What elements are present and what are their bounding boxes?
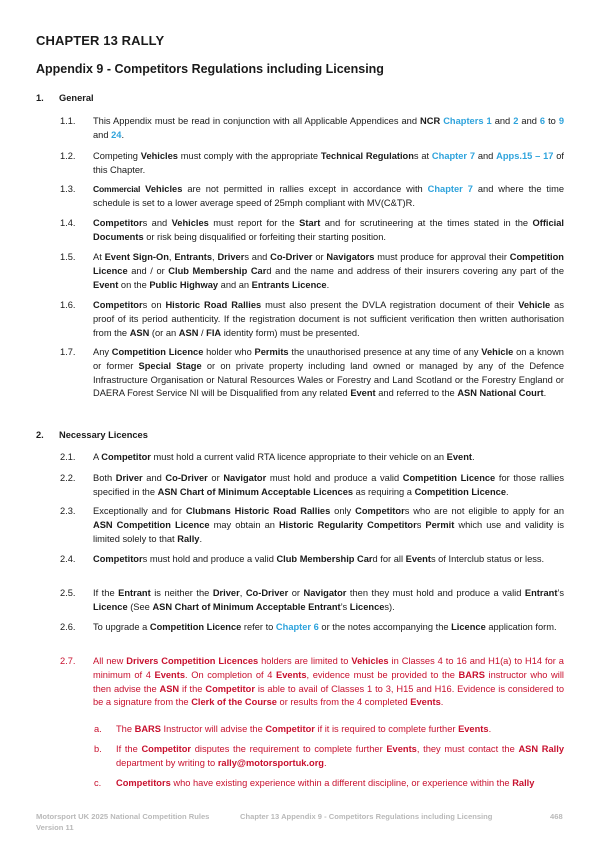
footer-center: Chapter 13 Appendix 9 - Competitors Regulations including Licensing bbox=[240, 812, 493, 821]
section-heading-necessary-licences: 2. Necessary Licences bbox=[36, 430, 148, 440]
link-chapter-2[interactable]: 2 bbox=[513, 116, 519, 126]
clause-1-6: 1.6. Competitors on Historic Road Rallies must also present the DVLA registration document of their Vehicle as proof of its period authenticity. If the registration document is not sufficient verification then written authorisation from the ASN (or an ASN / FIA identity form) must be presented. bbox=[60, 300, 564, 338]
clause-2-3: 2.3. Exceptionally and for Clubmans Historic Road Rallies only Competitors who are not eligible to apply for an ASN Competition Licence may obtain an Historic Regularity Competitors Permit which use and validity is limited solely to that Rally. bbox=[60, 506, 564, 544]
clause-2-4: 2.4. Competitors must hold and produce a valid Club Membership Card for all Events of Interclub status or less. bbox=[60, 554, 545, 564]
clause-2-5: 2.5. If the Entrant is neither the Driver, Co-Driver or Navigator then they must hold and produce a valid Entrant’s Licence (See ASN Chart of Minimum Acceptable Entrant’s Licences). bbox=[60, 588, 564, 612]
clause-1-3: 1.3. Commercial Vehicles are not permitted in rallies except in accordance with Chapter 7 and where the time schedule is set to a lower average speed of 25mph compliant with MV(C&T)R. bbox=[60, 184, 564, 208]
link-chapter-6b[interactable]: Chapter 6 bbox=[275, 622, 319, 632]
clause-1-1: 1.1. This Appendix must be read in conjunction with all Applicable Appendices and NCR Chapters 1 and 2 and 6 to 9 and 24. bbox=[60, 116, 565, 140]
link-chapters-1[interactable]: Chapters 1 bbox=[443, 116, 492, 126]
clause-2-2: 2.2. Both Driver and Co-Driver or Navigator must hold and produce a valid Competition Licence for those rallies specified in the ASN Chart of Minimum Acceptable Licences as requiring a Competition Licence. bbox=[60, 473, 564, 497]
section-heading-general: 1. General bbox=[36, 93, 94, 103]
clause-1-7: 1.7. Any Competition Licence holder who Permits the unauthorised presence at any time of any Vehicle on a known or former Special Stage or on private property including land owned or managed by any of the Defence Infrastructure Organisation or Natural Resources Wales or Forestry and Land Scotland or the Forestry England or DAERA Forest Service NI will be Disqualified from any related Event and referred to the ASN National Court. bbox=[60, 347, 564, 399]
rally-email-link[interactable]: rally@motorsportuk.org bbox=[217, 757, 324, 768]
clause-2-7-c: c. Competitors who have existing experience within a different discipline, or experience within the Rally bbox=[94, 778, 535, 788]
clause-1-4: 1.4. Competitors and Vehicles must report for the Start and for scrutineering at the times stated in the Official Documents or risk being disqualified or forfeiting their starting position. bbox=[60, 218, 565, 242]
link-chapter-7[interactable]: Chapter 7 bbox=[431, 151, 476, 161]
clause-2-7-a: a. The BARS Instructor will advise the Competitor if it is required to complete further Events. bbox=[94, 724, 492, 734]
clause-1-5: 1.5. At Event Sign-On, Entrants, Drivers and Co-Driver or Navigators must produce for approval their Competition Licence and / or Club Membership Card and the name and address of their insurers covering any part of the Event on the Public Highway and an Entrants Licence. bbox=[60, 252, 564, 290]
link-chapter-6[interactable]: 6 bbox=[539, 116, 546, 126]
clause-2-7-b: b. If the Competitor disputes the requirement to complete further Events, they must contact the ASN Rally department by writing to rally@motorsportuk.org. bbox=[94, 744, 565, 768]
footer-left: Motorsport UK 2025 National Competition Rules Version 11 bbox=[36, 812, 210, 832]
clause-2-7: 2.7. All new Drivers Competition Licences holders are limited to Vehicles in Classes 4 to 16 and H1(a) to H14 for a minimum of 4 Events. On completion of 4 Events, evidence must be provided to the BARS instructor who will then advise the ASN if the Competitor is able to avail of Classes 1 to 3, H15 and H16. Evidence is considered to be a signature from the Clerk of the Course or results from the 4 completed Events. bbox=[60, 656, 564, 708]
chapter-title: CHAPTER 13 RALLY bbox=[36, 33, 165, 48]
appendix-title: Appendix 9 - Competitors Regulations including Licensing bbox=[36, 62, 384, 76]
link-chapter-24[interactable]: 24 bbox=[111, 129, 122, 140]
clause-1-2: 1.2. Competing Vehicles must comply with the appropriate Technical Regulations at Chapter 7 and Apps.15 – 17 of this Chapter. bbox=[60, 151, 564, 175]
link-chapter-7b[interactable]: Chapter 7 bbox=[427, 184, 473, 194]
clause-2-1: 2.1. A Competitor must hold a current valid RTA licence appropriate to their vehicle on an Event. bbox=[60, 452, 475, 462]
link-apps-15-17[interactable]: Apps.15 – 17 bbox=[496, 151, 554, 161]
link-chapter-9[interactable]: 9 bbox=[558, 116, 565, 126]
clause-2-6: 2.6. To upgrade a Competition Licence refer to Chapter 6 or the notes accompanying the Licence application form. bbox=[60, 622, 557, 632]
page-number: 468 bbox=[550, 812, 563, 821]
